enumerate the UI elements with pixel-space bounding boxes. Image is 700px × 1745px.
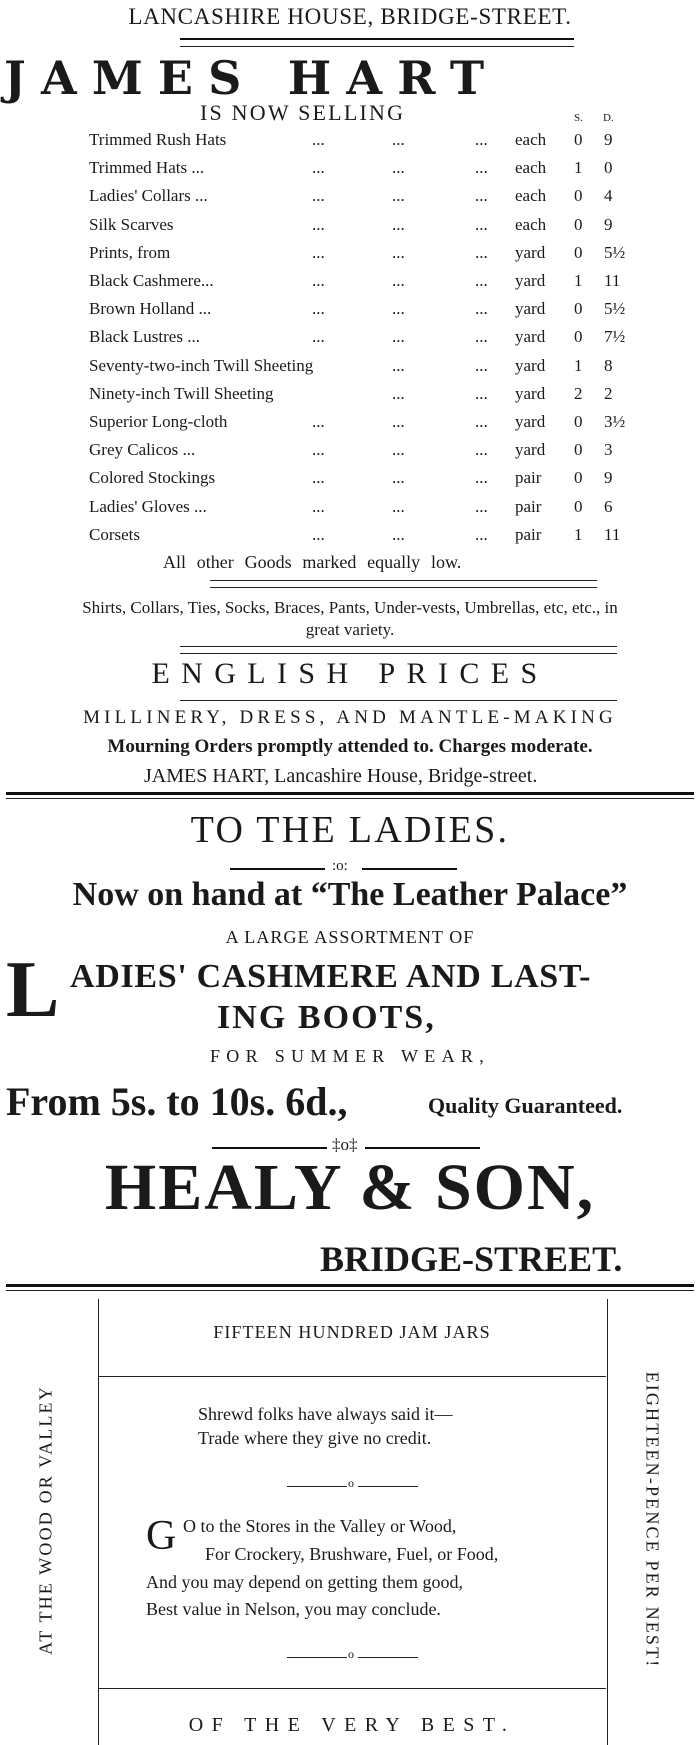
- price-d3: ...: [475, 158, 488, 178]
- price-item: Corsets: [89, 524, 140, 544]
- price-d1: ...: [312, 412, 325, 431]
- now-selling: IS NOW SELLING: [200, 100, 406, 125]
- price-s: 1: [574, 271, 583, 290]
- ornament1-right: [362, 868, 457, 870]
- ornament1-left: [230, 868, 325, 870]
- price-d: 5½: [604, 242, 626, 262]
- price-unit: each: [515, 158, 547, 178]
- rule-c: [180, 646, 617, 647]
- price-unit: yard: [515, 271, 546, 290]
- price-d3: ...: [475, 355, 488, 375]
- price-d2: ...: [392, 242, 405, 262]
- rule-e: [180, 700, 617, 701]
- price-d2: ...: [392, 440, 405, 460]
- price-d1: ...: [312, 271, 325, 290]
- ornament2: ‡o‡: [332, 1135, 358, 1154]
- price-d2: ...: [392, 412, 405, 431]
- price-item: Superior Long-cloth: [89, 412, 228, 431]
- price-d2: ...: [392, 496, 405, 516]
- price-unit: yard: [515, 299, 546, 319]
- box-orn1-right: [358, 1486, 418, 1487]
- price-row: [0, 271, 700, 297]
- price-range: From 5s. to 10s. 6d.,: [6, 1079, 348, 1124]
- price-d3: ...: [475, 524, 488, 544]
- price-item: Colored Stockings: [89, 468, 216, 488]
- summer-wear: FOR SUMMER WEAR,: [210, 1046, 490, 1066]
- price-row: [0, 215, 700, 241]
- price-row: [0, 299, 700, 325]
- price-d2: ...: [392, 186, 405, 206]
- boots-line1: ADIES' CASHMERE AND LAST-: [70, 958, 592, 995]
- price-unit: each: [515, 130, 547, 149]
- poem-line4: Best value in Nelson, you may conclude.: [146, 1599, 441, 1619]
- price-s: 0: [574, 468, 583, 488]
- price-d: 11: [604, 271, 621, 290]
- quality-guaranteed: Quality Guaranteed.: [428, 1093, 623, 1118]
- boots-line2: ING BOOTS,: [217, 999, 436, 1036]
- price-d2: ...: [392, 130, 405, 149]
- price-d1: ...: [312, 186, 325, 206]
- price-d1: ...: [312, 327, 325, 347]
- other-goods: All other Goods marked equally low.: [163, 552, 462, 572]
- price-d3: ...: [475, 242, 488, 262]
- price-d2: ...: [392, 355, 405, 375]
- rule-b: [210, 587, 597, 588]
- price-d2: ...: [392, 271, 405, 290]
- price-d3: ...: [475, 271, 488, 290]
- price-item: Grey Calicos ...: [89, 440, 196, 460]
- price-d1: ...: [312, 468, 325, 488]
- price-d3: ...: [475, 327, 488, 347]
- price-unit: yard: [515, 355, 546, 375]
- price-d: 8: [604, 355, 613, 375]
- section-divider-2b: [6, 1290, 694, 1291]
- price-d: 9: [604, 468, 613, 488]
- price-d2: ...: [392, 383, 405, 403]
- price-item: Ladies' Collars ...: [89, 186, 208, 206]
- shirts-line2: great variety.: [305, 620, 395, 639]
- price-s: 0: [574, 327, 583, 347]
- price-s: 0: [574, 299, 583, 319]
- price-d1: ...: [312, 299, 325, 319]
- price-unit: each: [515, 186, 547, 206]
- shirts-line1: Shirts, Collars, Ties, Socks, Braces, Pants, Under-vests, Umbrellas, etc, etc., in: [82, 598, 618, 617]
- large-assortment: A LARGE ASSORTMENT OF: [225, 927, 475, 947]
- header-rule-top: [180, 38, 574, 40]
- price-d: 2: [604, 383, 613, 403]
- price-item: Black Lustres ...: [89, 327, 200, 347]
- price-d2: ...: [392, 524, 405, 544]
- price-item: Seventy-two-inch Twill Sheeting: [89, 355, 314, 375]
- price-unit: pair: [515, 496, 542, 516]
- price-item: Brown Holland ...: [89, 299, 212, 319]
- now-on-hand: Now on hand at “The Leather Palace”: [72, 876, 628, 913]
- price-d3: ...: [475, 383, 488, 403]
- verse1-line2: Trade where they give no credit.: [198, 1428, 432, 1448]
- ornament1: :o:: [332, 858, 348, 874]
- very-best: OF THE VERY BEST.: [188, 1714, 516, 1736]
- side-text-left: AT THE WOOD OR VALLEY: [35, 1385, 56, 1655]
- hart-name: JAMES HART: [4, 51, 500, 105]
- price-s: 0: [574, 242, 583, 262]
- box-ornament1: o: [348, 1476, 354, 1490]
- price-d3: ...: [475, 468, 488, 488]
- box-rule-bottom: [98, 1688, 606, 1689]
- section-divider-1b: [6, 798, 694, 799]
- price-item: Ninety-inch Twill Sheeting: [89, 383, 274, 403]
- mourning-orders: Mourning Orders promptly attended to. Charges moderate.: [107, 736, 593, 757]
- price-row: [0, 130, 700, 156]
- col-pence: D.: [603, 112, 614, 124]
- price-row: [0, 468, 700, 494]
- price-item: Trimmed Hats ...: [89, 158, 205, 178]
- price-unit: yard: [515, 412, 546, 431]
- box-orn2-right: [358, 1657, 418, 1658]
- price-d3: ...: [475, 299, 488, 319]
- price-row: [0, 440, 700, 466]
- price-s: 0: [574, 214, 583, 234]
- poem-initial: G: [146, 1513, 177, 1559]
- price-row: [0, 158, 700, 184]
- rule-d: [180, 653, 617, 654]
- price-d2: ...: [392, 214, 405, 234]
- price-d1: ...: [312, 214, 325, 234]
- poem-line1: O to the Stores in the Valley or Wood,: [183, 1516, 457, 1536]
- price-d1: ...: [312, 496, 325, 516]
- price-d2: ...: [392, 299, 405, 319]
- price-d1: ...: [312, 440, 325, 460]
- price-d1: ...: [312, 158, 325, 178]
- price-d: 5½: [604, 299, 626, 319]
- healy-street: BRIDGE-STREET.: [320, 1239, 623, 1279]
- price-d: 4: [604, 186, 613, 206]
- jam-jars: FIFTEEN HUNDRED JAM JARS: [213, 1322, 491, 1342]
- price-d: 9: [604, 214, 613, 234]
- price-row: [0, 412, 700, 438]
- price-d3: ...: [475, 496, 488, 516]
- price-d: 3½: [604, 412, 626, 431]
- rule-a: [210, 580, 597, 581]
- price-unit: yard: [515, 242, 546, 262]
- verse1-line1: Shrewd folks have always said it—: [198, 1404, 453, 1424]
- price-unit: yard: [515, 383, 546, 403]
- price-unit: yard: [515, 440, 546, 460]
- price-d: 6: [604, 496, 613, 516]
- price-d1: ...: [312, 524, 325, 544]
- price-s: 0: [574, 130, 583, 149]
- price-item: Trimmed Rush Hats: [89, 130, 227, 149]
- millinery: MILLINERY, DRESS, AND MANTLE-MAKING: [83, 707, 617, 728]
- price-d1: ...: [312, 242, 325, 262]
- price-unit: each: [515, 214, 547, 234]
- price-row: [0, 327, 700, 353]
- price-d3: ...: [475, 412, 488, 431]
- healy-and-son: HEALY & SON,: [104, 1151, 596, 1224]
- price-s: 1: [574, 158, 583, 178]
- side-text-right: EIGHTEEN-PENCE PER NEST!: [642, 1371, 663, 1669]
- price-d2: ...: [392, 327, 405, 347]
- price-unit: pair: [515, 524, 542, 544]
- price-row: [0, 384, 700, 410]
- box-ornament2: o: [348, 1647, 354, 1661]
- to-the-ladies: TO THE LADIES.: [190, 809, 510, 851]
- boots-initial: L: [6, 946, 60, 1034]
- box-orn1-left: [287, 1486, 347, 1487]
- hart-address: JAMES HART, Lancashire House, Bridge-street.: [144, 765, 538, 787]
- price-d3: ...: [475, 440, 488, 460]
- price-row: [0, 243, 700, 269]
- price-s: 0: [574, 412, 583, 431]
- price-d3: ...: [475, 186, 488, 206]
- price-row: [0, 186, 700, 212]
- price-d2: ...: [392, 158, 405, 178]
- price-row: [0, 525, 700, 551]
- poem-line3: And you may depend on getting them good,: [146, 1572, 463, 1592]
- price-item: Silk Scarves: [89, 214, 174, 234]
- price-d: 0: [604, 158, 613, 178]
- price-d: 3: [604, 440, 613, 460]
- hart-header: LANCASHIRE HOUSE, BRIDGE-STREET.: [128, 4, 572, 29]
- price-s: 2: [574, 383, 583, 403]
- section-divider-1: [6, 792, 694, 795]
- price-row: [0, 356, 700, 382]
- price-item: Ladies' Gloves ...: [89, 496, 207, 516]
- english-prices: ENGLISH PRICES: [151, 657, 549, 690]
- box-orn2-left: [287, 1657, 347, 1658]
- ornament2-right: [365, 1147, 480, 1149]
- poem-line2: For Crockery, Brushware, Fuel, or Food,: [205, 1544, 499, 1564]
- price-d3: ...: [475, 130, 488, 149]
- price-d3: ...: [475, 214, 488, 234]
- price-s: 0: [574, 186, 583, 206]
- price-d2: ...: [392, 468, 405, 488]
- price-row: [0, 497, 700, 523]
- price-s: 0: [574, 440, 583, 460]
- section-divider-2: [6, 1284, 694, 1287]
- col-shillings: S.: [574, 112, 583, 124]
- price-unit: yard: [515, 327, 546, 347]
- price-s: 1: [574, 355, 583, 375]
- price-d: 11: [604, 524, 621, 544]
- price-d: 9: [604, 130, 613, 149]
- ornament2-left: [212, 1147, 327, 1149]
- price-s: 1: [574, 524, 583, 544]
- price-s: 0: [574, 496, 583, 516]
- price-item: Prints, from: [89, 242, 171, 262]
- box-rule-top: [98, 1376, 606, 1377]
- price-item: Black Cashmere...: [89, 271, 214, 290]
- price-d: 7½: [604, 327, 626, 347]
- price-d1: ...: [312, 130, 325, 149]
- price-unit: pair: [515, 468, 542, 488]
